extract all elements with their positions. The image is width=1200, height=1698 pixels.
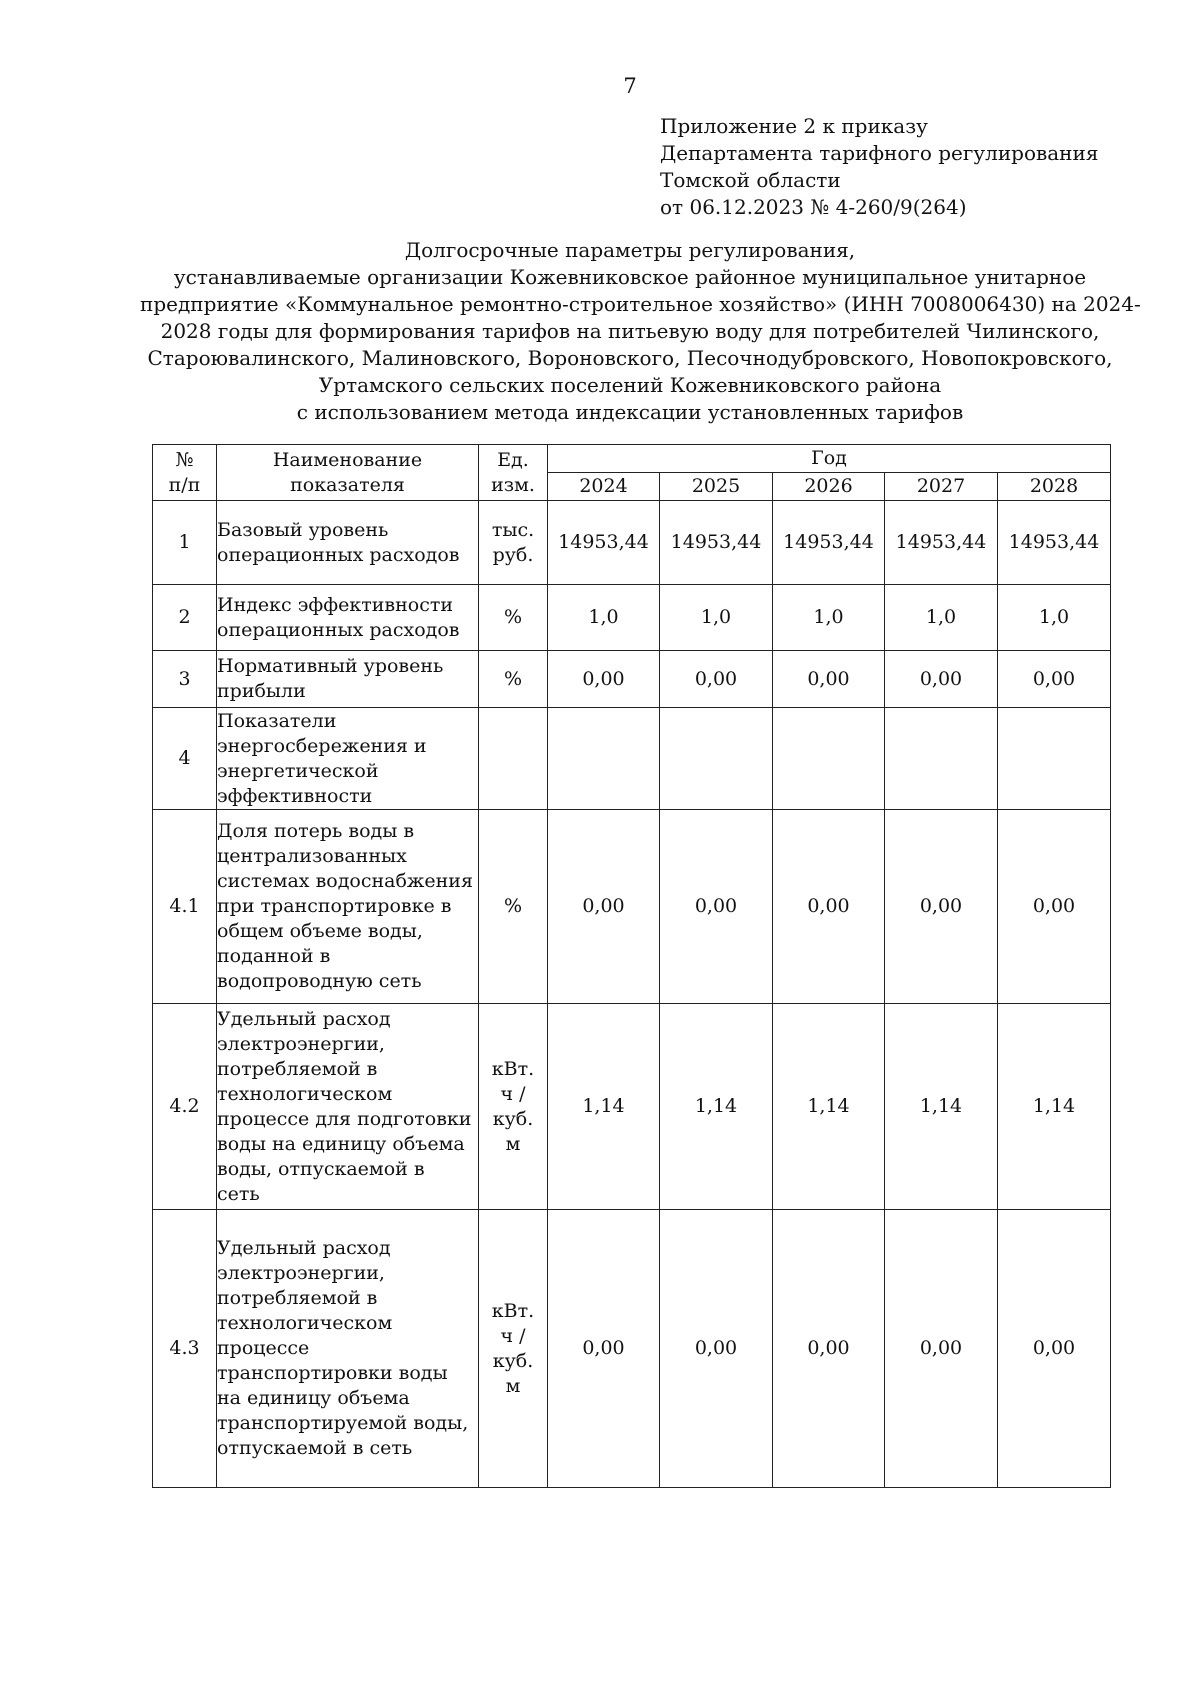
indicator-name-line: отпускаемой в сеть [217, 1437, 413, 1459]
year-value: 1,14 [548, 1004, 660, 1210]
row-number: 3 [153, 651, 217, 708]
header-name-line: показателя [290, 473, 405, 496]
unit-line: % [503, 895, 523, 917]
indicator-name-line: потребляемой в [217, 1287, 378, 1309]
document-title [140, 237, 1141, 426]
year-value: 0,00 [998, 651, 1111, 708]
parameters-table [152, 444, 1111, 1488]
indicator-name-line: воды на единицу объема [217, 1132, 465, 1155]
indicator-name-line: Индекс эффективности [217, 593, 454, 616]
indicator-name-line: процессе [217, 1337, 310, 1359]
indicator-name-line: поданной в [217, 945, 331, 967]
indicator-name-line: электроэнергии, [217, 1032, 385, 1055]
year-value: 0,00 [773, 651, 885, 708]
indicator-name-line: электроэнергии, [217, 1262, 385, 1284]
indicator-name-line: технологическом [217, 1082, 393, 1105]
year-value: 0,00 [773, 810, 885, 1004]
year-value: 0,00 [548, 810, 660, 1004]
indicator-name-line: общем объеме воды, [217, 920, 423, 942]
indicator-name-line: сеть [217, 1182, 260, 1205]
indicator-name [217, 585, 479, 651]
unit-of-measure [479, 651, 548, 708]
indicator-name-line: потребляемой в [217, 1057, 378, 1080]
header-year-group: Год [548, 445, 1111, 473]
year-value [548, 708, 660, 810]
table-row [153, 585, 1111, 651]
indicator-name-line: при транспортировке в [217, 895, 452, 917]
year-value: 14953,44 [773, 501, 885, 585]
unit-of-measure [479, 810, 548, 1004]
indicator-name-line: энергетической [217, 759, 379, 782]
header-year: 2028 [998, 473, 1111, 501]
year-value: 1,0 [548, 585, 660, 651]
year-value: 1,14 [773, 1004, 885, 1210]
unit-line: ч / [500, 1324, 526, 1347]
unit-line: куб. [492, 1107, 534, 1130]
appendix-line: Департамента тарифного регулирования [660, 141, 1099, 165]
indicator-name [217, 651, 479, 708]
year-value: 0,00 [998, 810, 1111, 1004]
header-year: 2024 [548, 473, 660, 501]
year-value: 1,14 [885, 1004, 998, 1210]
year-value: 1,0 [773, 585, 885, 651]
year-value [998, 708, 1111, 810]
year-value: 14953,44 [660, 501, 773, 585]
indicator-name-line: эффективности [217, 784, 373, 807]
unit-line: тыс. [491, 518, 535, 541]
year-value: 1,14 [998, 1004, 1111, 1210]
row-number: 4.2 [153, 1004, 217, 1210]
indicator-name-line: технологическом [217, 1312, 393, 1334]
indicator-name-line: централизованных [217, 845, 407, 867]
indicator-name-line: на единицу объема [217, 1387, 410, 1409]
unit-line: м [505, 1132, 521, 1155]
indicator-name [217, 501, 479, 585]
appendix-line: от 06.12.2023 № 4-260/9(264) [660, 195, 967, 219]
title-line: Уртамского сельских поселений Кожевниковского района [318, 373, 942, 397]
indicator-name-line: транспортировки воды [217, 1362, 448, 1384]
year-value: 1,0 [885, 585, 998, 651]
indicator-name-line: прибыли [217, 680, 306, 702]
year-value [773, 708, 885, 810]
appendix-reference [660, 113, 1098, 221]
year-value: 0,00 [885, 651, 998, 708]
year-value: 1,0 [998, 585, 1111, 651]
indicator-name-line: Удельный расход [217, 1007, 391, 1030]
indicator-name-line: Нормативный уровень [217, 655, 444, 677]
indicator-name-line: энергосбережения и [217, 734, 427, 757]
indicator-name [217, 708, 479, 810]
indicator-name-line: Базовый уровень [217, 518, 389, 541]
header-year: 2025 [660, 473, 773, 501]
header-year: 2026 [773, 473, 885, 501]
table-row [153, 1210, 1111, 1488]
appendix-line: Приложение 2 к приказу [660, 114, 928, 138]
title-line: Долгосрочные параметры регулирования, [404, 238, 856, 262]
page-number: 7 [623, 74, 637, 98]
indicator-name-line: Доля потерь воды в [217, 820, 415, 842]
year-value: 0,00 [548, 1210, 660, 1488]
year-value: 0,00 [773, 1210, 885, 1488]
appendix-line: Томской области [660, 168, 841, 192]
table-row [153, 651, 1111, 708]
header-name-line: Наименование [272, 448, 423, 471]
title-line: с использованием метода индексации установленных тарифов [296, 400, 964, 424]
year-value: 1,14 [660, 1004, 773, 1210]
indicator-name-line: воды, отпускаемой в [217, 1157, 425, 1180]
header-unit-line: Ед. [497, 448, 529, 471]
unit-line: ч / [500, 1082, 526, 1105]
year-value: 0,00 [660, 651, 773, 708]
header-unit [479, 445, 548, 501]
year-value [885, 708, 998, 810]
header-name [217, 445, 479, 501]
indicator-name [217, 1004, 479, 1210]
table-row [153, 810, 1111, 1004]
unit-of-measure [479, 501, 548, 585]
unit-of-measure [479, 585, 548, 651]
unit-line: руб. [492, 543, 534, 566]
unit-line: % [503, 606, 523, 628]
unit-of-measure [479, 1210, 548, 1488]
indicator-name-line: Показатели [217, 709, 337, 732]
title-line: предприятие «Коммунальное ремонтно-строительное хозяйство» (ИНН 7008006430) на 2024- [140, 292, 1141, 316]
row-number: 4.1 [153, 810, 217, 1004]
title-line: устанавливаемые организации Кожевниковское районное муниципальное унитарное [173, 265, 1087, 289]
unit-of-measure [479, 708, 548, 810]
year-value: 14953,44 [998, 501, 1111, 585]
year-value: 0,00 [660, 1210, 773, 1488]
year-value: 0,00 [660, 810, 773, 1004]
indicator-name-line: операционных расходов [217, 543, 460, 566]
year-value: 0,00 [885, 1210, 998, 1488]
row-number: 2 [153, 585, 217, 651]
indicator-name [217, 810, 479, 1004]
indicator-name-line: Удельный расход [217, 1237, 391, 1259]
unit-of-measure [479, 1004, 548, 1210]
unit-line: м [505, 1374, 521, 1397]
title-line: Староювалинского, Малиновского, Вороновского, Песочнодубровского, Новопокровского, [147, 346, 1113, 370]
year-value: 0,00 [548, 651, 660, 708]
year-value: 1,0 [660, 585, 773, 651]
title-line: 2028 годы для формирования тарифов на питьевую воду для потребителей Чилинского, [160, 319, 1100, 343]
header-num [153, 445, 217, 501]
row-number: 1 [153, 501, 217, 585]
table-row [153, 708, 1111, 810]
indicator-name-line: водопроводную сеть [217, 970, 422, 992]
indicator-name [217, 1210, 479, 1488]
year-value: 0,00 [885, 810, 998, 1004]
unit-line: кВт. [491, 1299, 535, 1322]
row-number: 4 [153, 708, 217, 810]
table-body [153, 501, 1111, 1488]
indicator-name-line: транспортируемой воды, [217, 1412, 469, 1434]
unit-line: % [503, 667, 523, 690]
row-number: 4.3 [153, 1210, 217, 1488]
table-row [153, 501, 1111, 585]
year-value: 14953,44 [885, 501, 998, 585]
header-num-line: п/п [168, 473, 201, 496]
header-unit-line: изм. [491, 473, 535, 496]
table-row [153, 1004, 1111, 1210]
indicator-name-line: системах водоснабжения [217, 870, 473, 892]
year-value [660, 708, 773, 810]
indicator-name-line: процессе для подготовки [217, 1107, 472, 1130]
unit-line: куб. [492, 1349, 534, 1372]
header-num-line: № [175, 448, 194, 471]
year-value: 0,00 [998, 1210, 1111, 1488]
indicator-name-line: операционных расходов [217, 618, 460, 641]
year-value: 14953,44 [548, 501, 660, 585]
unit-line: кВт. [491, 1057, 535, 1080]
header-year: 2027 [885, 473, 998, 501]
